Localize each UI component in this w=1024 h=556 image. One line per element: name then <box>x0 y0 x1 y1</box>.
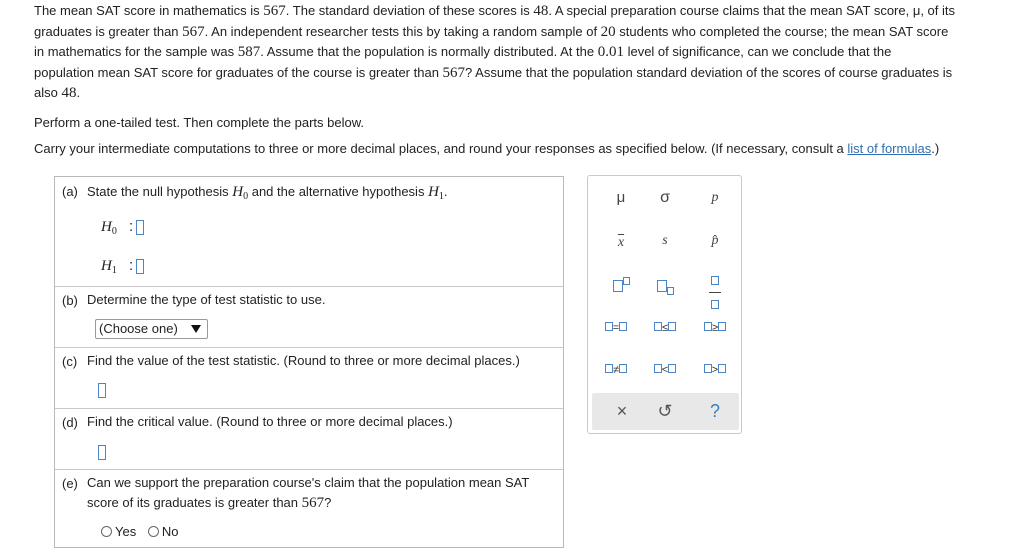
greater-equal-symbol: ≥ <box>711 322 719 334</box>
base-box-icon <box>613 280 623 292</box>
population-mean-value: 567 <box>182 23 205 40</box>
undo-icon: ↺ <box>657 401 673 421</box>
p-symbol: p <box>711 190 719 205</box>
superscript-button[interactable] <box>601 273 641 299</box>
box-icon <box>605 322 613 331</box>
text: graduates is greater than <box>34 23 183 39</box>
part-a-question <box>87 182 448 207</box>
fraction-bar <box>709 292 721 293</box>
denominator-box-icon <box>711 300 719 309</box>
alternative-hypothesis-input[interactable] <box>136 259 144 274</box>
answer-parts-panel <box>54 176 564 548</box>
part-label: (a) <box>62 184 78 199</box>
text: . <box>443 184 448 199</box>
not-equal-button[interactable] <box>596 356 636 382</box>
text: .) <box>931 141 940 156</box>
equals-symbol: = <box>612 322 620 334</box>
sigma-button[interactable] <box>645 185 685 211</box>
part-label: (e) <box>62 476 78 491</box>
population-mean-value: 567 <box>301 495 325 511</box>
box-icon <box>668 322 676 331</box>
text: . The standard deviation of these scores is <box>285 3 534 18</box>
part-c <box>55 348 563 409</box>
text: . Assume that the population is normally distributed. At the <box>260 44 598 60</box>
text: . A special preparation course claims that the mean SAT score, μ, of its <box>548 3 955 18</box>
test-statistic-type-dropdown[interactable] <box>95 319 208 339</box>
sigma-symbol: σ <box>660 189 670 206</box>
subscript: 0 <box>111 226 117 237</box>
text: score of its graduates is greater than <box>87 495 302 510</box>
text: in mathematics for the sample was <box>34 44 238 60</box>
part-c-question: Find the value of the test statistic. (Round to three or more decimal places.) <box>87 353 520 368</box>
box-icon <box>654 322 662 331</box>
fraction-button[interactable] <box>695 269 735 295</box>
fraction-icon <box>695 269 735 311</box>
rounding-instruction <box>34 140 939 158</box>
colon: : <box>129 218 134 235</box>
box-icon <box>704 322 712 331</box>
subscript: 1 <box>438 191 444 202</box>
box-icon <box>605 364 613 373</box>
test-statistic-input[interactable] <box>98 383 106 398</box>
box-icon <box>668 364 676 373</box>
greater-than-button[interactable] <box>695 356 735 382</box>
part-e-question <box>87 473 529 513</box>
no-option[interactable] <box>148 524 179 539</box>
clear-button[interactable] <box>602 398 642 424</box>
s-button[interactable] <box>645 228 685 254</box>
claim-radio-group <box>101 524 178 539</box>
box-icon <box>718 322 726 331</box>
text: State the null hypothesis <box>87 184 233 199</box>
text: Can we support the preparation course's claim that the population mean SAT <box>87 475 530 490</box>
part-label: (b) <box>62 293 78 308</box>
symbol-palette <box>587 175 742 434</box>
part-label: (d) <box>62 415 78 430</box>
box-icon <box>619 364 627 373</box>
text: ? Assume that the population standard deviation of the scores of course graduates is <box>465 64 953 80</box>
box-icon <box>654 364 662 373</box>
part-b <box>55 287 563 348</box>
mu-symbol: μ <box>616 189 626 206</box>
greater-than-symbol: > <box>711 364 719 376</box>
text: The mean SAT score in mathematics is <box>34 3 264 18</box>
alternative-hypothesis-row <box>101 257 144 276</box>
text: . An independent researcher tests this by taking a random sample of <box>204 23 601 39</box>
p-hat-symbol: p̂ <box>711 233 719 248</box>
close-icon: × <box>616 401 628 421</box>
text: population mean SAT score for graduates of the course is greater than <box>34 64 443 80</box>
p-button[interactable] <box>695 185 735 211</box>
text: level of significance, can we conclude that the <box>623 44 892 60</box>
p-hat-button[interactable] <box>695 228 735 254</box>
null-hypothesis-row <box>101 218 144 237</box>
list-of-formulas-link[interactable]: list of formulas <box>847 141 932 156</box>
h1-label: H <box>101 258 112 274</box>
dropdown-value: (Choose one) <box>99 321 178 336</box>
palette-action-bar <box>592 393 739 430</box>
less-than-symbol: < <box>661 364 669 376</box>
null-hypothesis-symbol: H <box>232 184 244 200</box>
part-b-question: Determine the type of test statistic to use. <box>87 292 326 307</box>
s-symbol: s <box>662 233 668 248</box>
no-label: No <box>161 524 179 539</box>
help-icon: ? <box>709 401 720 421</box>
standard-deviation-value: 48 <box>61 85 77 102</box>
sample-size-value: 20 <box>600 23 616 40</box>
null-hypothesis-input[interactable] <box>136 220 144 235</box>
critical-value-input[interactable] <box>98 445 106 460</box>
problem-statement <box>34 1 1014 104</box>
colon: : <box>129 257 134 274</box>
greater-equal-button[interactable] <box>695 314 735 340</box>
text: also <box>34 85 62 101</box>
standard-deviation-value: 48 <box>533 3 549 19</box>
subscript: 1 <box>111 265 117 276</box>
x-bar-button[interactable] <box>601 228 641 254</box>
part-d <box>55 409 563 470</box>
subscript-box-icon <box>667 287 674 295</box>
less-equal-button[interactable] <box>645 314 685 340</box>
text: students who completed the course; the mean SAT score <box>615 23 949 39</box>
equals-button[interactable] <box>596 314 636 340</box>
x-bar-symbol: $\overline{x}$ <box>617 235 625 250</box>
population-mean-value: 567 <box>263 3 286 19</box>
text: ? <box>324 495 332 510</box>
subscript-button[interactable] <box>645 273 685 299</box>
mu-button[interactable] <box>601 185 641 211</box>
text: and the alternative hypothesis <box>248 184 429 199</box>
part-e <box>55 470 563 547</box>
population-mean-value: 567 <box>442 64 466 81</box>
help-button[interactable] <box>695 398 735 424</box>
less-than-button[interactable] <box>645 356 685 382</box>
box-icon <box>619 322 627 331</box>
text: . <box>76 85 81 101</box>
subscript: 0 <box>243 191 249 202</box>
numerator-box-icon <box>711 276 719 285</box>
chevron-down-icon <box>191 325 201 333</box>
yes-option[interactable] <box>101 524 136 539</box>
part-d-question: Find the critical value. (Round to three or more decimal places.) <box>87 414 453 429</box>
h0-label: H <box>101 219 112 235</box>
no-radio[interactable] <box>148 526 159 537</box>
sample-mean-value: 587 <box>237 44 261 61</box>
box-icon <box>704 364 712 373</box>
text: Carry your intermediate computations to three or more decimal places, and round your responses as specified below. (If necessary, consult a <box>34 141 848 156</box>
alternative-hypothesis-symbol: H <box>428 184 439 200</box>
part-a <box>55 177 563 287</box>
undo-button[interactable] <box>645 398 685 424</box>
not-equal-symbol: ≠ <box>612 364 620 376</box>
superscript-box-icon <box>623 277 630 285</box>
significance-level-value: 0.01 <box>597 44 624 61</box>
box-icon <box>718 364 726 373</box>
base-box-icon <box>657 280 667 292</box>
yes-radio[interactable] <box>101 526 112 537</box>
test-type-instruction: Perform a one-tailed test. Then complete the parts below. <box>34 115 364 130</box>
yes-label: Yes <box>115 524 137 539</box>
less-equal-symbol: ≤ <box>661 322 669 334</box>
part-label: (c) <box>62 354 78 369</box>
